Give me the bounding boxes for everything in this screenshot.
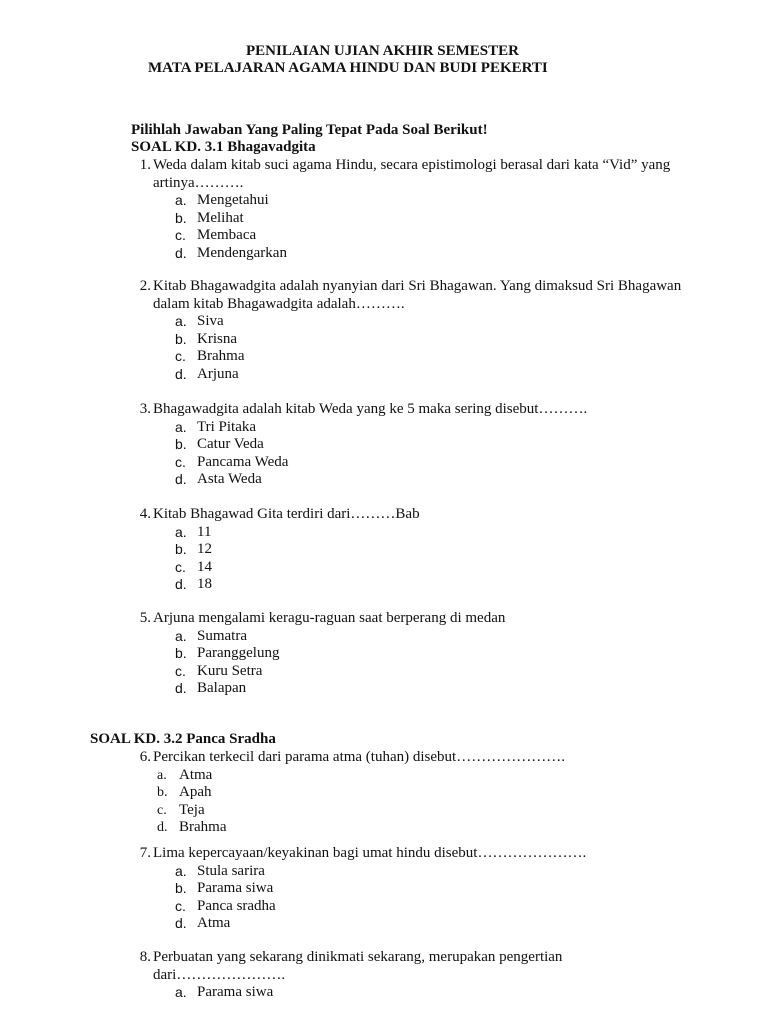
option-text: Krisna [197,330,237,347]
option-item[interactable] [175,915,691,933]
option-letter: d. [175,471,187,487]
option-letter: a. [175,523,187,540]
option-item[interactable] [175,663,691,681]
option-item[interactable] [175,348,691,366]
option-text: Melihat [197,209,244,226]
option-letter: b. [175,209,187,226]
section-title-kd31: SOAL KD. 3.1 Bhagavadgita [131,139,316,155]
option-letter: c. [175,662,186,679]
option-letter: a. [175,627,187,644]
question-5 [131,610,691,698]
option-text: 14 [197,558,212,575]
question-number: 2. [139,278,151,294]
option-list [175,984,691,1002]
option-letter: b. [175,880,187,896]
option-text: Paranggelung [197,645,280,661]
question-number: 4. [139,506,151,522]
question-number: 7. [139,845,151,861]
option-letter: d. [175,244,187,261]
option-text: 12 [197,541,212,557]
header-title: PENILAIAN UJIAN AKHIR SEMESTER [246,43,519,59]
option-text: Catur Veda [197,436,264,452]
question-text: Weda dalam kitab suci agama Hindu, secara epistimologi berasal dari kata “Vid” yang artinya………. [153,157,671,191]
option-item[interactable] [175,559,691,577]
question-1 [131,157,691,262]
option-letter: a. [157,767,167,783]
question-text: Perbuatan yang sekarang dinikmati sekarang, merupakan pengertian dari…………………. [153,949,563,983]
option-item[interactable] [175,471,691,489]
option-text: Tri Pitaka [197,418,257,435]
option-letter: b. [175,436,187,452]
option-letter: a. [175,862,187,879]
option-item[interactable] [175,210,691,228]
option-text: 18 [197,576,212,592]
option-letter: d. [175,365,187,382]
option-item[interactable] [175,227,691,245]
option-item[interactable] [175,419,691,437]
option-text: Stula sarira [197,862,265,879]
option-letter: d. [175,576,187,592]
question-text: Arjuna mengalami keragu-raguan saat berperang di medan [153,610,506,626]
question-number: 5. [139,610,151,626]
question-number: 1. [139,157,151,173]
option-text: Parama siwa [197,880,274,896]
option-letter: b. [175,541,187,557]
option-text: Kuru Setra [197,662,263,679]
option-item[interactable] [175,192,691,210]
option-item[interactable] [175,898,691,916]
section-title-kd32: SOAL KD. 3.2 Panca Sradha [90,731,276,747]
option-item[interactable] [175,245,691,263]
option-item[interactable] [175,454,691,472]
option-letter: c. [175,227,186,243]
option-list [157,767,691,837]
question-7 [131,845,691,933]
option-text: Siva [197,313,224,329]
option-letter: a. [175,192,187,208]
header-subject: MATA PELAJARAN AGAMA HINDU DAN BUDI PEKERTI [148,60,548,76]
option-text: Asta Weda [197,471,262,487]
option-letter: c. [157,802,167,818]
option-text: Atma [179,766,213,783]
option-item[interactable] [175,313,691,331]
option-item[interactable] [175,331,691,349]
option-text: Membaca [197,227,257,243]
option-item[interactable] [175,366,691,384]
option-item[interactable] [157,767,691,785]
option-letter: a. [175,313,187,329]
option-letter: b. [175,645,187,661]
option-list [175,192,691,262]
option-letter: c. [175,558,186,575]
option-letter: c. [175,453,186,470]
option-item[interactable] [175,576,691,594]
option-letter: c. [175,348,186,364]
option-item[interactable] [175,863,691,881]
option-text: Parama siwa [197,984,274,1000]
option-letter: a. [175,418,187,435]
question-8 [131,949,691,1002]
option-item[interactable] [157,802,691,820]
option-letter: b. [157,785,168,800]
option-text: Brahma [197,348,245,364]
option-item[interactable] [175,880,691,898]
question-number: 3. [139,401,151,417]
question-3 [131,401,691,489]
option-text: Pancama Weda [197,453,289,470]
option-text: Mengetahui [197,192,269,208]
option-item[interactable] [175,645,691,663]
option-item[interactable] [175,436,691,454]
option-text: Balapan [197,680,247,696]
option-text: Teja [179,801,205,818]
question-text: Percikan terkecil dari parama atma (tuhan) disebut…………………. [153,749,565,765]
option-list [175,628,691,698]
option-text: 11 [197,523,212,540]
question-4 [131,506,691,594]
question-text: Kitab Bhagawad Gita terdiri dari………Bab [153,506,420,522]
option-letter: d. [157,820,168,835]
option-list [175,419,691,489]
option-letter: d. [175,680,187,696]
option-item[interactable] [175,524,691,542]
option-text: Arjuna [197,365,239,382]
option-text: Panca sradha [197,897,276,914]
question-6 [131,749,691,837]
option-item[interactable] [157,819,691,837]
option-text: Sumatra [197,627,247,644]
option-letter: b. [175,330,187,347]
question-text: Lima kepercayaan/keyakinan bagi umat hindu disebut…………………. [153,845,587,861]
option-text: Atma [197,915,231,931]
option-letter: c. [175,897,186,914]
option-text: Mendengarkan [197,244,287,261]
question-2 [131,278,691,383]
option-text: Apah [179,784,212,800]
option-list [175,863,691,933]
option-item[interactable] [175,541,691,559]
instruction-text: Pilihlah Jawaban Yang Paling Tepat Pada Soal Berikut! [131,122,488,138]
question-number: 6. [139,749,151,765]
option-letter: d. [175,915,187,931]
question-text: Kitab Bhagawadgita adalah nyanyian dari Sri Bhagawan. Yang dimaksud Sri Bhagawan dalam kitab Bhagawadgita adalah………. [153,278,682,312]
option-list [175,313,691,383]
option-item[interactable] [157,784,691,802]
option-item[interactable] [175,984,691,1002]
option-text: Brahma [179,819,227,835]
question-number: 8. [139,949,151,965]
question-text: Bhagawadgita adalah kitab Weda yang ke 5 maka sering disebut………. [153,401,588,417]
option-letter: a. [175,984,187,1000]
option-item[interactable] [175,680,691,698]
option-list [175,524,691,594]
option-item[interactable] [175,628,691,646]
